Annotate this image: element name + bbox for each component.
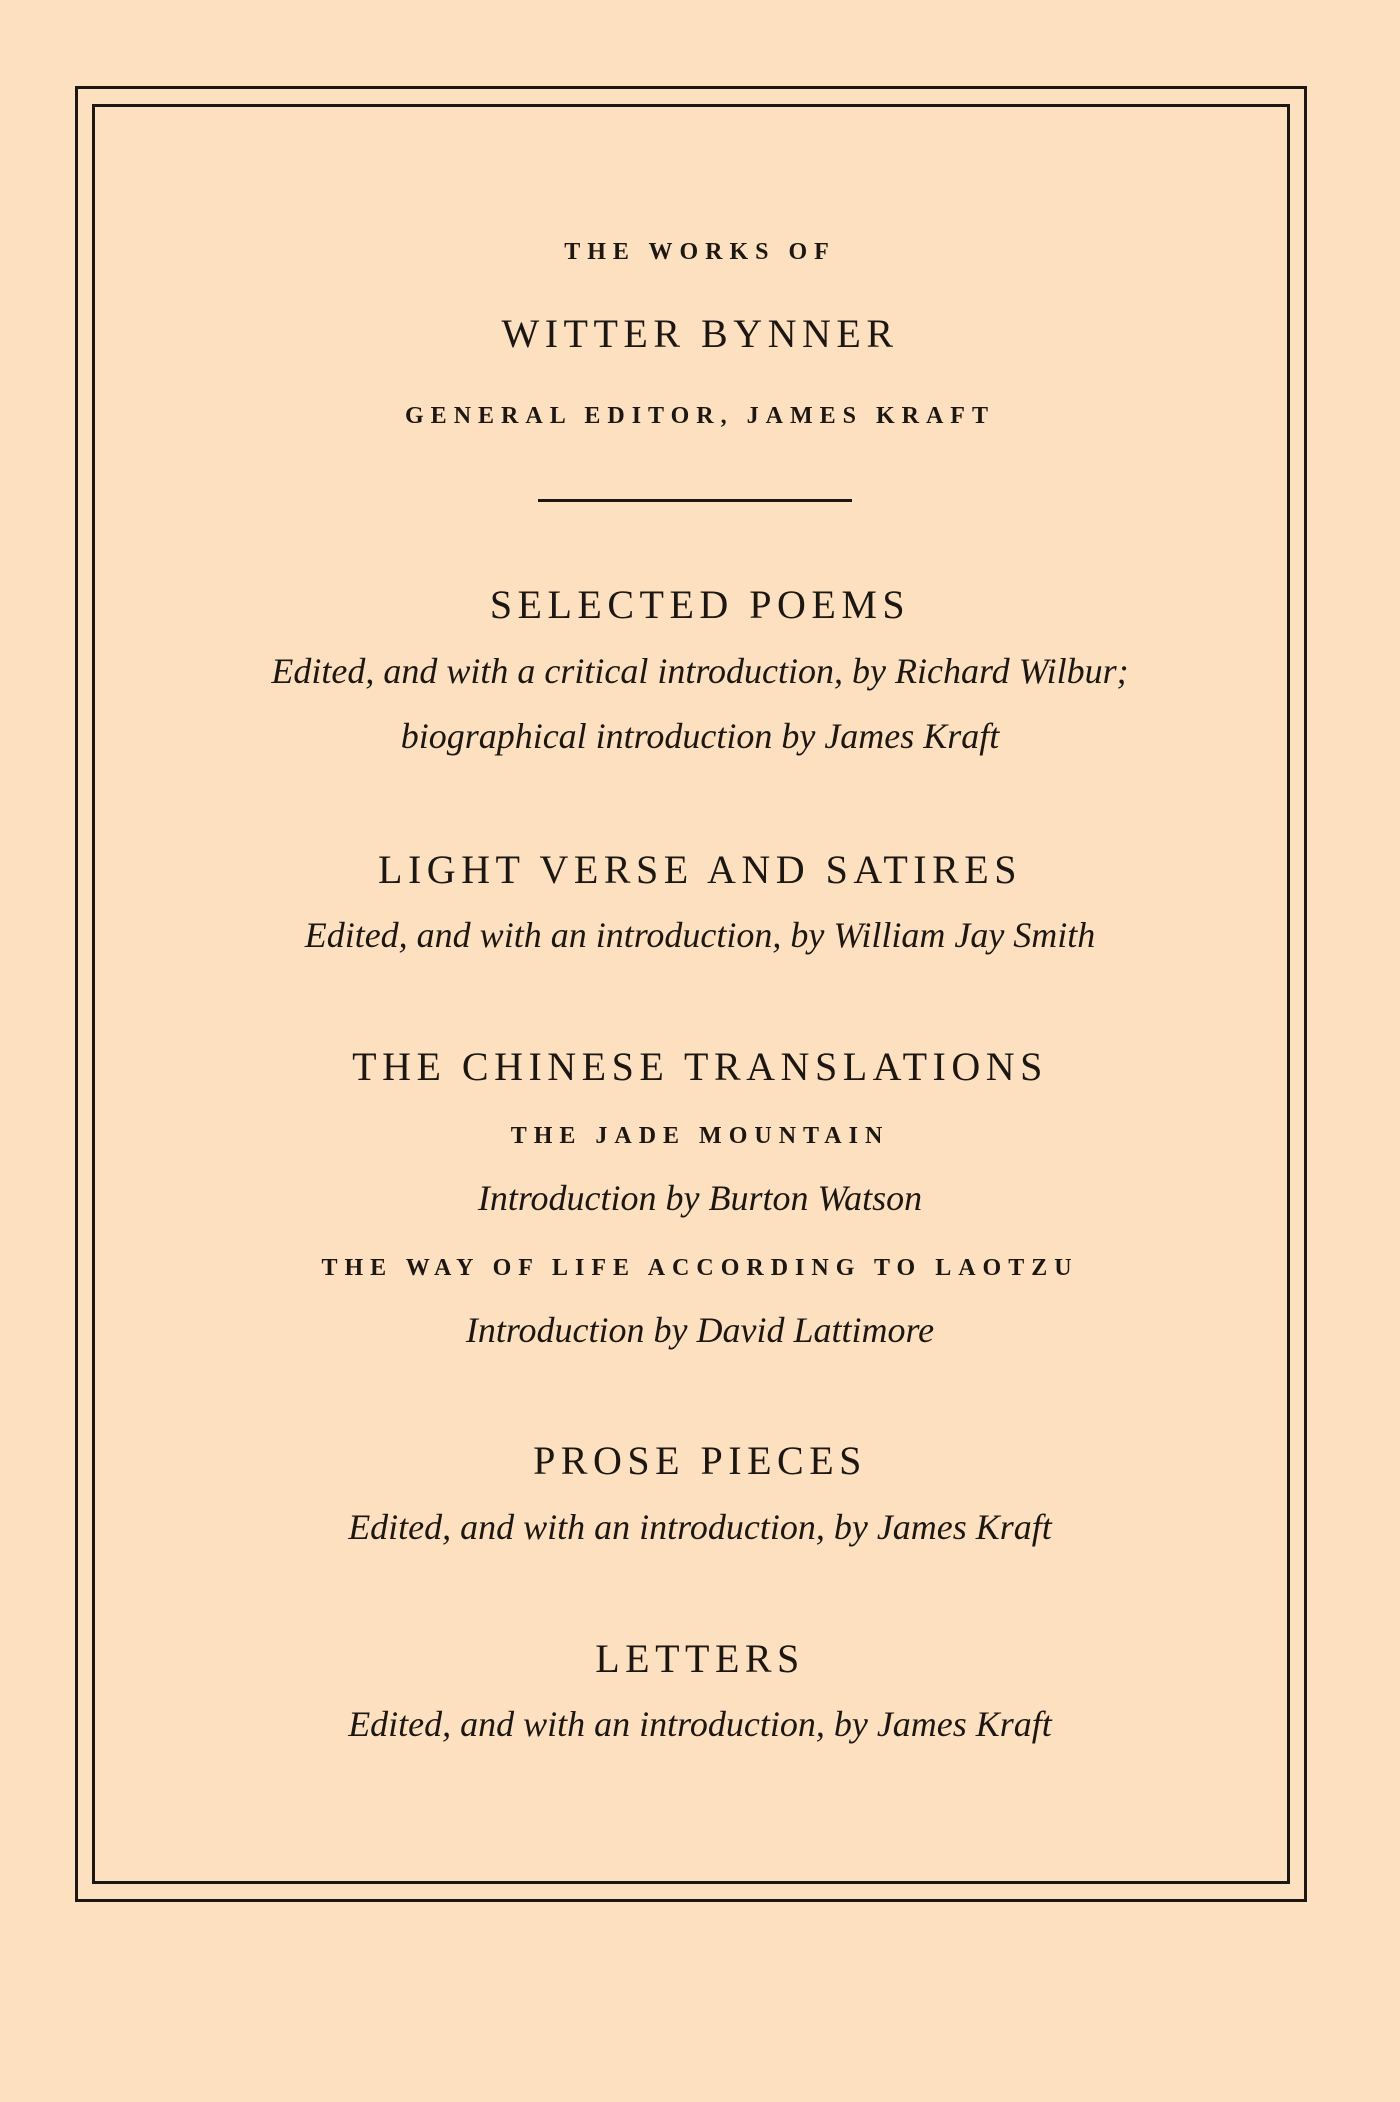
inner-border xyxy=(92,104,1290,1884)
subwork-credit: Introduction by Burton Watson xyxy=(477,1178,923,1218)
subwork-credit: Introduction by David Lattimore xyxy=(465,1310,935,1350)
series-label: THE WORKS OF xyxy=(564,239,836,265)
volume-title: LETTERS xyxy=(595,1636,805,1681)
subwork-title: THE WAY OF LIFE ACCORDING TO LAOTZU xyxy=(321,1255,1079,1281)
volume-title: LIGHT VERSE AND SATIRES xyxy=(378,847,1022,892)
volume-credit: Edited, and with a critical introduction, by Richard Wilbur; xyxy=(271,651,1129,691)
volume-title: PROSE PIECES xyxy=(533,1438,867,1483)
volume-title: SELECTED POEMS xyxy=(489,582,911,627)
volume-credit: Edited, and with an introduction, by James Kraft xyxy=(348,1507,1052,1547)
subwork-title: THE JADE MOUNTAIN xyxy=(510,1123,890,1149)
volume-credit: biographical introduction by James Kraft xyxy=(400,716,1000,756)
divider-rule xyxy=(538,499,852,502)
volume-credit: Edited, and with an introduction, by James Kraft xyxy=(348,1704,1052,1744)
author-name: WITTER BYNNER xyxy=(501,311,899,356)
volume-credit: Edited, and with an introduction, by William Jay Smith xyxy=(304,915,1096,955)
general-editor: GENERAL EDITOR, JAMES KRAFT xyxy=(405,403,995,429)
volume-title: THE CHINESE TRANSLATIONS xyxy=(352,1044,1048,1089)
